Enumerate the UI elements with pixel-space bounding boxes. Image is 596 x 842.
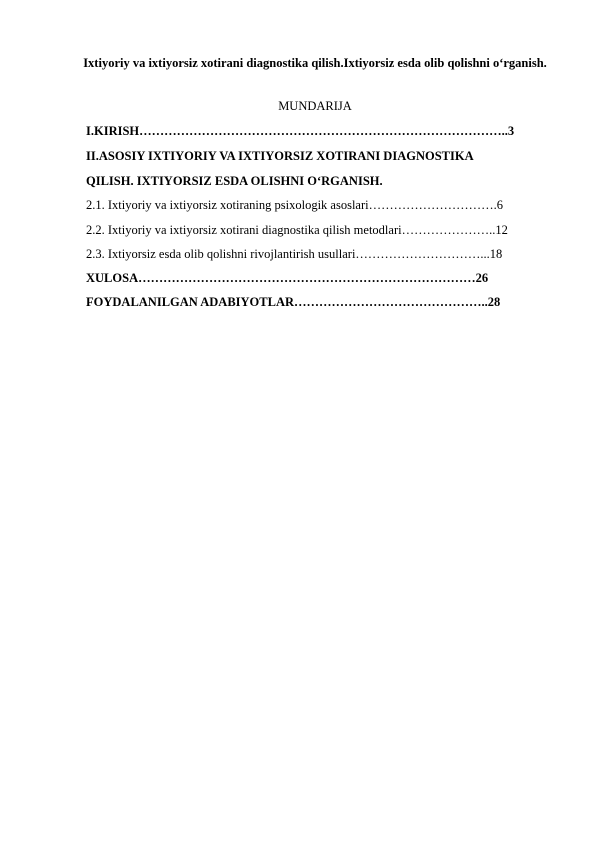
toc-item-chapter-2-line-2: QILISH. IXTIYORSIZ ESDA OLISHNI O‘RGANISH. <box>86 174 383 188</box>
toc-item-section-2-1: 2.1. Ixtiyoriy va ixtiyorsiz xotiraning psixologik asoslari………………………….6 <box>86 198 503 212</box>
toc-item-section-2-2: 2.2. Ixtiyoriy va ixtiyorsiz xotirani diagnostika qilish metodlari…………………..12 <box>86 223 508 237</box>
document-title: Ixtiyoriy va ixtiyorsiz xotirani diagnostika qilish.Ixtiyorsiz esda olib qolishni o‘rganish. <box>83 56 547 70</box>
toc-item-adabiyotlar: FOYDALANILGAN ADABIYOTLAR………………………………………..28 <box>86 295 501 309</box>
toc-heading: MUNDARIJA <box>278 99 352 113</box>
toc-item-kirish: I.KIRISH……………………………………………………………………………..3 <box>86 124 515 138</box>
toc-item-section-2-3: 2.3. Ixtiyorsiz esda olib qolishni rivojlantirish usullari…………………………...18 <box>86 247 503 261</box>
toc-item-chapter-2-line-1: II.ASOSIY IXTIYORIY VA IXTIYORSIZ XOTIRANI DIAGNOSTIKA <box>86 149 474 163</box>
toc-item-xulosa: XULOSA………………………………………………………………………26 <box>86 271 489 285</box>
